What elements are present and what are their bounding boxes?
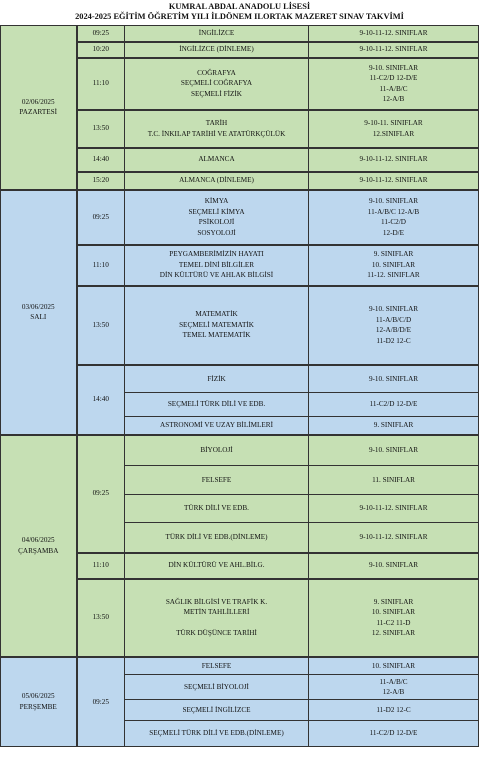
day-date: 04/06/2025 (21, 536, 55, 544)
exam-classes (309, 393, 479, 417)
exam-classes (309, 675, 479, 700)
exam-subjects (125, 286, 309, 365)
class-group: 9-10-11-12. SINIFLAR (359, 155, 428, 164)
exam-classes (309, 466, 479, 495)
day-date: 02/06/2025 (21, 97, 55, 106)
exam-classes (309, 245, 479, 286)
exam-classes (309, 553, 479, 579)
subject-name: SEÇMELİ MATEMATİK (179, 320, 254, 329)
exam-time: 11:10 (77, 245, 125, 286)
class-group: 12-D/E (382, 228, 405, 237)
day-cell (1, 435, 77, 657)
subject-name (127, 618, 306, 629)
class-group: 10. SINIFLAR (371, 260, 416, 269)
exam-subjects (125, 579, 309, 657)
class-group: 11-A/B/C/D (375, 315, 412, 324)
table-row (1, 190, 479, 245)
class-group: 9-10. SINIFLAR (368, 197, 419, 205)
subject-name: SEÇMELİ İNGİLİZCE (182, 705, 251, 714)
subject-name: SAĞLIK BİLGİSİ VE TRAFİK K. (165, 597, 268, 606)
class-group: 9-10-11-12. SINIFLAR (359, 533, 428, 541)
subject-name: MATEMATİK (195, 310, 238, 319)
class-group: 11-D2 12-C (376, 336, 411, 345)
class-group: 12.SINIFLAR (372, 129, 415, 138)
exam-classes (309, 657, 479, 675)
subject-name: İNGİLİZCE (198, 29, 235, 37)
day-cell (1, 190, 77, 435)
subject-name: TÜRK DÜŞÜNCE TARİHİ (176, 629, 257, 637)
exam-subjects (125, 365, 309, 393)
exam-time: 09:25 (77, 657, 125, 747)
class-group: 9-10. SINIFLAR (368, 305, 419, 313)
subject-name: TARİH (205, 119, 228, 127)
exam-subjects (125, 393, 309, 417)
class-group: 10. SINIFLAR (371, 661, 416, 670)
class-group: 9-10. SINIFLAR (368, 446, 419, 454)
exam-subjects (125, 495, 309, 523)
class-group: 9-10-11-12. SINIFLAR (359, 176, 428, 185)
subject-name: FELSEFE (201, 661, 232, 670)
exam-schedule-table (0, 25, 479, 747)
school-name: KUMRAL ABDAL ANADOLU LİSESİ (168, 2, 311, 11)
exam-time: 14:40 (77, 148, 125, 172)
table-row (1, 435, 479, 466)
subject-name: SEÇMELİ TÜRK DİLİ VE EDB.(DİNLEME) (149, 729, 284, 738)
exam-subjects (125, 26, 309, 42)
subject-name: DİN KÜLTÜRÜ VE AHLAK BİLGİSİ (159, 271, 274, 280)
exam-subjects (125, 700, 309, 721)
exam-time: 13:50 (77, 110, 125, 148)
exam-classes (309, 26, 479, 42)
subject-name: SEÇMELİ BİYOLOJİ (184, 682, 249, 691)
subject-name: SEÇMELİ KİMYA (188, 207, 245, 216)
subject-name: DİN KÜLTÜRÜ VE AHL.BİLG. (168, 561, 265, 570)
exam-time: 11:10 (77, 553, 125, 579)
exam-classes (309, 579, 479, 657)
class-group: 9-10-11-12. SINIFLAR (359, 45, 428, 54)
subject-name: İNGİLİZCE (DİNLEME) (179, 45, 254, 54)
day-cell (1, 26, 77, 190)
exam-subjects (125, 245, 309, 286)
exam-schedule-body (1, 26, 479, 747)
exam-classes (309, 148, 479, 172)
exam-subjects (125, 417, 309, 435)
class-group: 10. SINIFLAR (371, 608, 416, 616)
exam-time: 13:50 (77, 286, 125, 365)
exam-time: 09:25 (77, 435, 125, 553)
subject-name: COĞRAFYA (197, 68, 236, 77)
exam-time: 14:40 (77, 365, 125, 435)
exam-subjects (125, 190, 309, 245)
exam-classes (309, 523, 479, 553)
exam-subjects (125, 148, 309, 172)
subject-name: TÜRK DİLİ VE EDB.(DİNLEME) (165, 533, 268, 541)
class-group: 12-A/B/D/E (375, 326, 412, 334)
class-group: 12-A/B (382, 95, 405, 103)
exam-subjects (125, 42, 309, 58)
exam-time: 09:25 (77, 26, 125, 42)
subject-name: TEMEL DİNİ BİLGİLER (178, 260, 255, 269)
exam-classes (309, 435, 479, 466)
subject-name: SEÇMELİ FİZİK (191, 89, 242, 98)
class-group: 11. SINIFLAR (372, 475, 415, 484)
subject-name: SOSYOLOJİ (197, 228, 236, 237)
exam-subjects (125, 58, 309, 110)
class-group: 12. SINIFLAR (371, 629, 416, 637)
class-group: 11-12. SINIFLAR (367, 271, 420, 280)
exam-subjects (125, 110, 309, 148)
day-name: ÇARŞAMBA (18, 546, 59, 555)
class-group: 9. SINIFLAR (373, 597, 414, 606)
exam-classes (309, 700, 479, 721)
schedule-title: 2024-2025 EĞİTİM ÖĞRETİM YILI İLDÖNEM ILORTAK MAZERET SINAV TAKVİMİ (75, 12, 404, 21)
class-group: 11-C2/D 12-D/E (369, 74, 418, 82)
class-group: 9. SINIFLAR (373, 421, 414, 429)
subject-name: PEYGAMBERİMİZİN HAYATI (169, 250, 264, 259)
subject-name: BİYOLOJİ (200, 446, 233, 454)
exam-classes (309, 172, 479, 190)
class-group: 11-C2/D 12-D/E (369, 400, 418, 409)
subject-name: SEÇMELİ COĞRAFYA (180, 79, 253, 88)
subject-name: TEMEL MATEMATİK (182, 331, 251, 340)
class-group: 11-A/B/C (379, 84, 408, 93)
exam-subjects (125, 553, 309, 579)
subject-name: FELSEFE (201, 475, 232, 484)
subject-name: PSİKOLOJİ (198, 218, 235, 226)
exam-subjects (125, 435, 309, 466)
class-group: 11-A/B/C 12-A/B (367, 207, 420, 216)
exam-time: 10:20 (77, 42, 125, 58)
class-group: 9-10. SINIFLAR (368, 561, 419, 570)
class-group: 9-10-11-12. SINIFLAR (359, 504, 428, 513)
exam-classes (309, 721, 479, 747)
class-group: 11-C2/D 12-D/E (369, 729, 418, 738)
exam-classes (309, 495, 479, 523)
day-name: SALI (30, 313, 47, 321)
class-group: 9-10. SINIFLAR (368, 63, 419, 72)
subject-name: KİMYA (204, 197, 229, 205)
subject-name: ASTRONOMİ VE UZAY BİLİMLERİ (160, 421, 273, 429)
subject-name: SEÇMELİ TÜRK DİLİ VE EDB. (167, 400, 266, 409)
exam-subjects (125, 657, 309, 675)
class-group: 11-A/B/C (379, 677, 408, 686)
exam-subjects (125, 675, 309, 700)
class-group: 11-C2 11-D (376, 618, 411, 627)
class-group: 12-A/B (382, 688, 405, 696)
exam-classes (309, 417, 479, 435)
page-header (0, 0, 479, 26)
exam-classes (309, 58, 479, 110)
subject-name: FİZİK (207, 374, 226, 383)
exam-subjects (125, 466, 309, 495)
exam-classes (309, 286, 479, 365)
class-group: 9-10-11-12. SINIFLAR (359, 29, 428, 37)
exam-classes (309, 110, 479, 148)
exam-time: 09:25 (77, 190, 125, 245)
subject-name: ALMANCA (198, 155, 235, 164)
subject-name: TÜRK DİLİ VE EDB. (184, 504, 249, 513)
day-name: PAZARTESİ (19, 108, 58, 117)
exam-classes (309, 42, 479, 58)
table-row (1, 26, 479, 42)
class-group: 9-10. SINIFLAR (368, 374, 419, 383)
subject-name: T.C. İNKILAP TARİHİ VE ATATÜRKÇÜLÜK (147, 129, 286, 138)
day-cell (1, 657, 77, 747)
table-row (1, 657, 479, 675)
exam-subjects (125, 172, 309, 190)
exam-classes (309, 365, 479, 393)
day-date: 05/06/2025 (21, 692, 55, 701)
class-group: 11-D2 12-C (376, 705, 411, 714)
day-name: PERŞEMBE (19, 702, 57, 711)
exam-subjects (125, 523, 309, 553)
class-group: 9-10-11. SINIFLAR (364, 119, 423, 127)
day-date: 03/06/2025 (21, 302, 55, 311)
exam-classes (309, 190, 479, 245)
exam-time: 13:50 (77, 579, 125, 657)
subject-name: ALMANCA (DİNLEME) (179, 176, 254, 185)
exam-time: 15:20 (77, 172, 125, 190)
class-group: 11-C2/D (381, 218, 406, 226)
exam-subjects (125, 721, 309, 747)
subject-name: METİN TAHLİLLERİ (183, 608, 250, 616)
exam-time: 11:10 (77, 58, 125, 110)
class-group: 9. SINIFLAR (373, 250, 414, 259)
